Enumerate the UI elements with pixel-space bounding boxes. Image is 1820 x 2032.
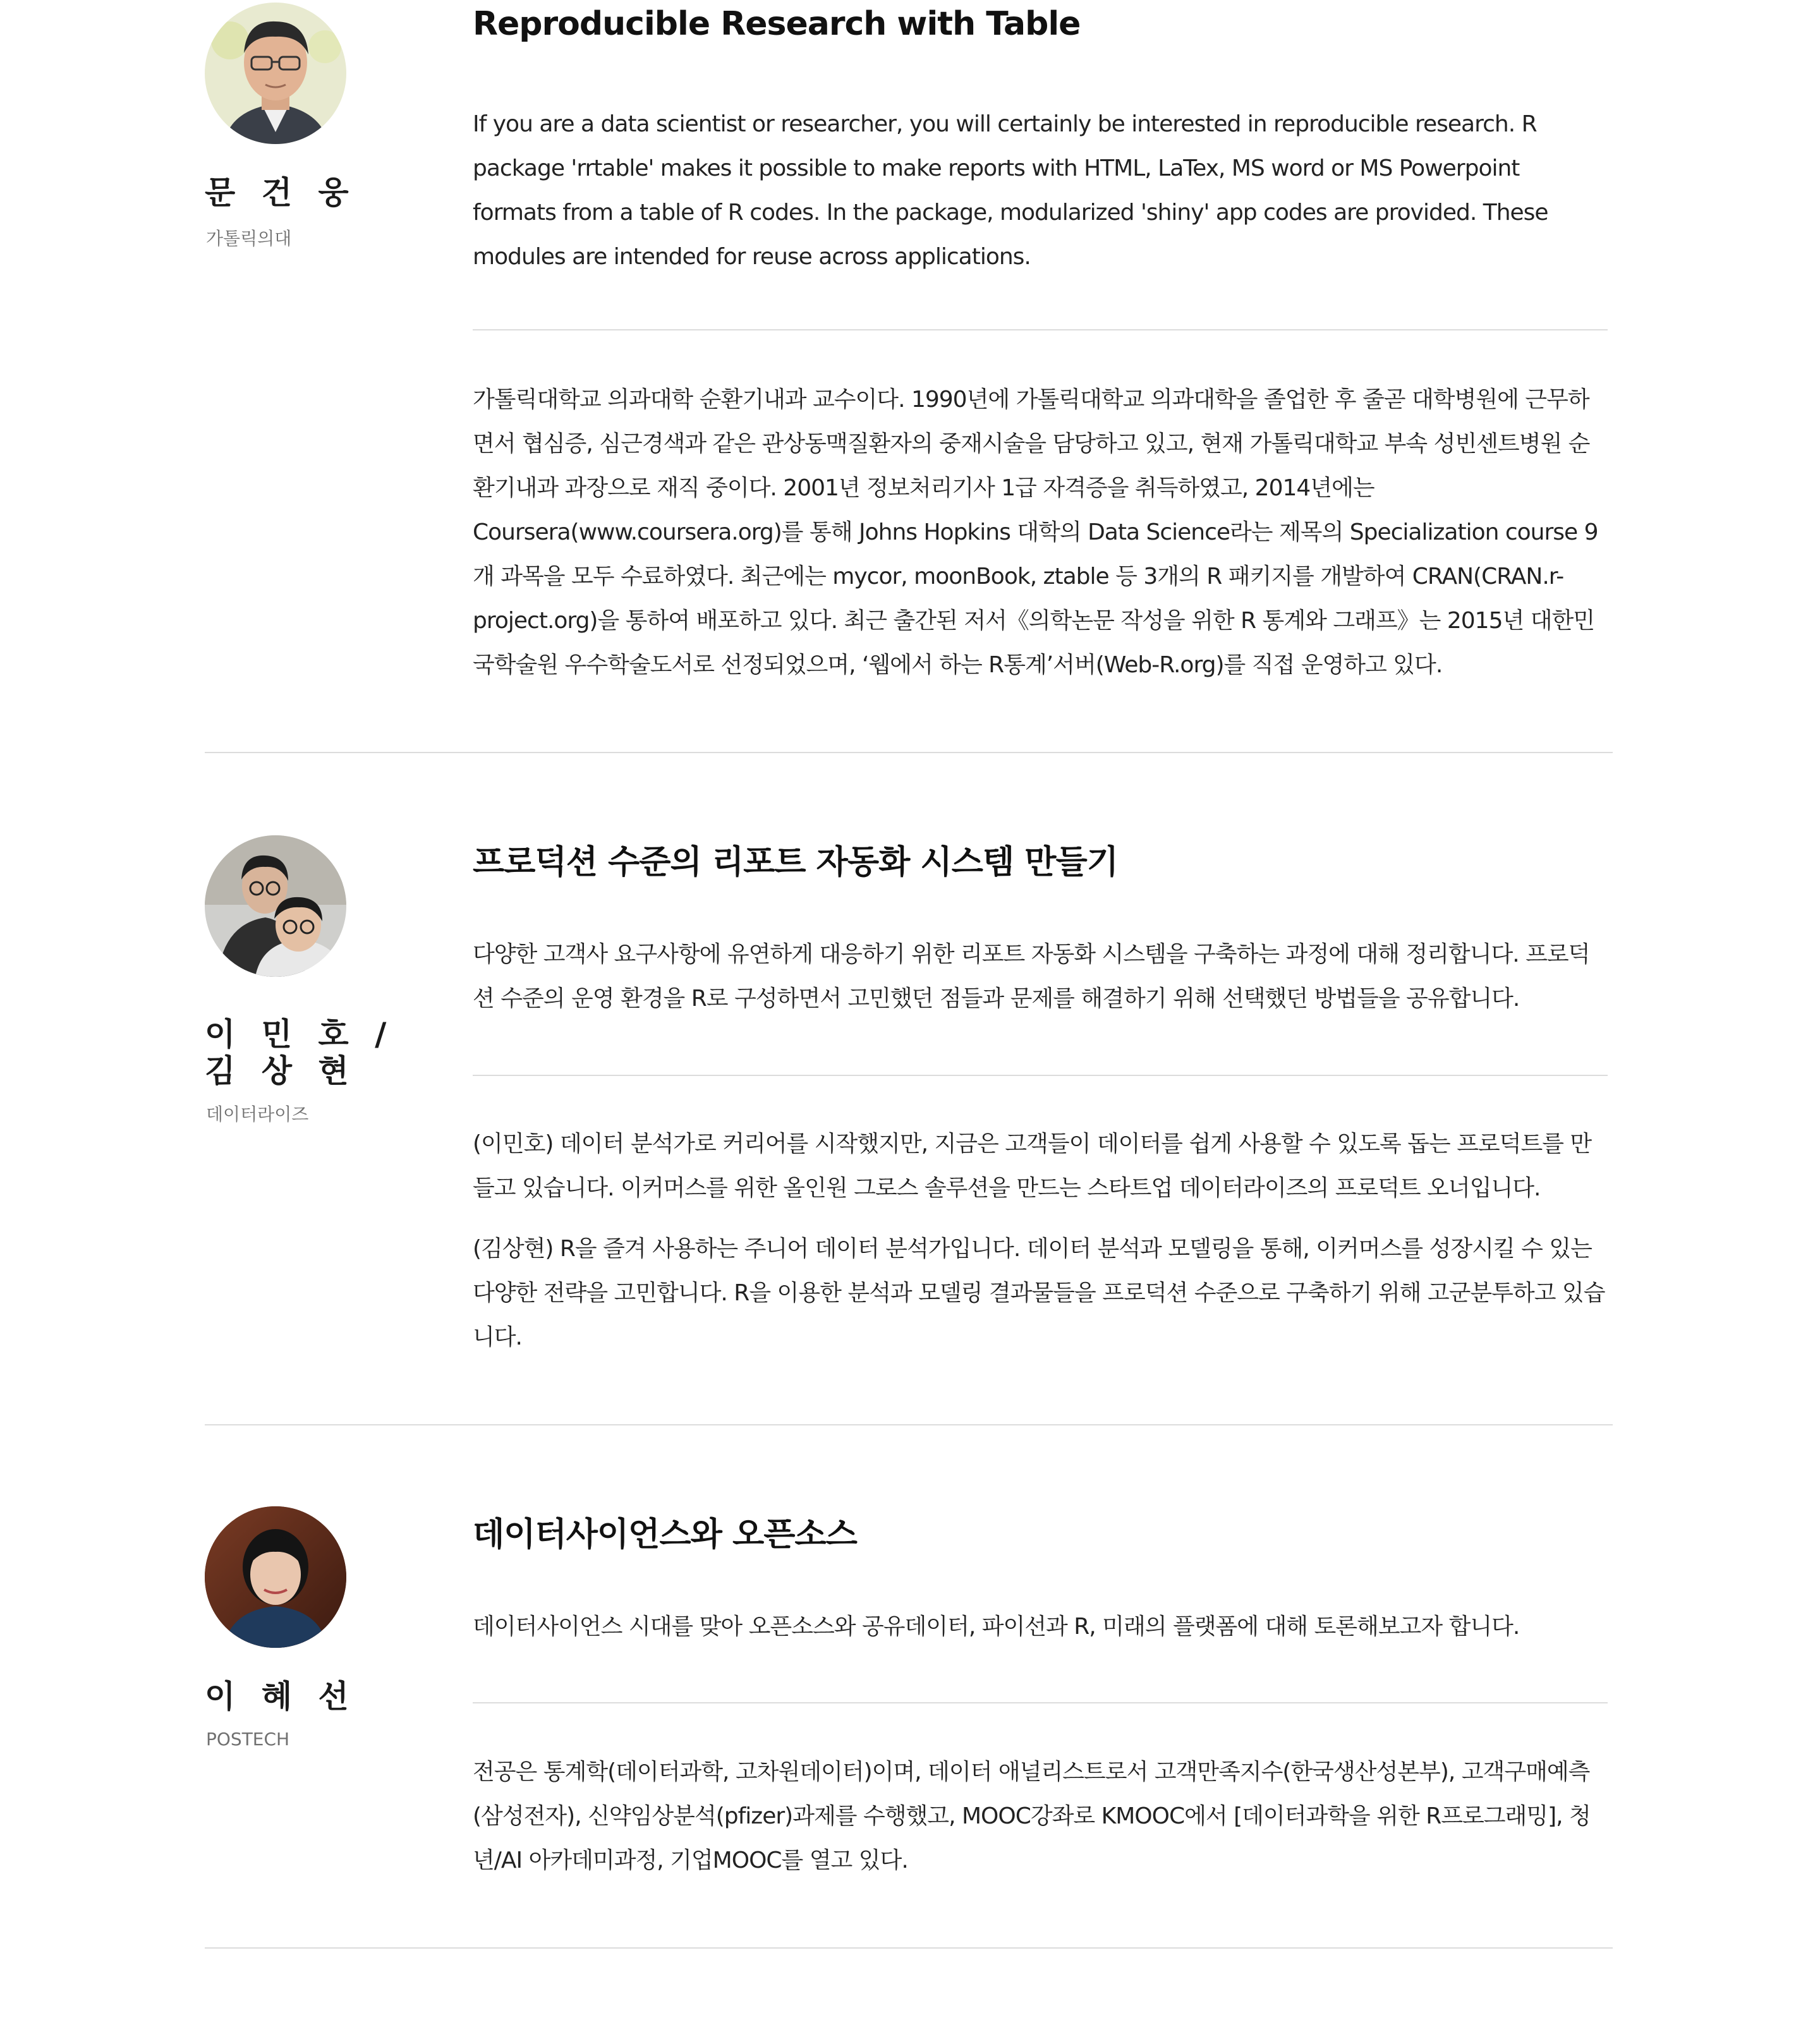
speaker-avatar xyxy=(205,3,346,144)
speaker-bio: 전공은 통계학(데이터과학, 고차원데이터)이며, 데이터 애널리스트로서 고객만족지수(한국생산성본부), 고객구매예측(삼성전자), 신약임상분석(pfizer)과제를 수행했고, MOOC강좌로 KMOOC에서 [데이터과학을 위한 R프로그래밍], 청년/AI 아카데미과정, 기업MOOC를 열고 있다. xyxy=(473,1759,1591,1873)
talk-title: 데이터사이언스와 오픈소스 xyxy=(473,1516,857,1554)
talk-abstract: 다양한 고객사 요구사항에 유연하게 대응하기 위한 리포트 자동화 시스템을 구축하는 과정에 대해 정리합니다. 프로덕션 수준의 운영 환경을 R로 구성하면서 고민했던 점들과 문제를 해결하기 위해 선택했던 방법들을 공유합니다. xyxy=(473,941,1590,1012)
speaker-avatar xyxy=(205,835,346,977)
section-divider xyxy=(473,1702,1608,1703)
speaker-name: 이 혜 선 xyxy=(205,1678,356,1715)
speaker-avatar xyxy=(205,1506,346,1648)
speaker-affiliation: 가톨릭의대 xyxy=(206,228,292,249)
speaker-name: 이 민 호 / 김 상 현 xyxy=(205,1016,394,1089)
section-divider xyxy=(473,329,1608,330)
speaker-divider xyxy=(205,752,1613,753)
two-people-photo-icon xyxy=(205,835,346,977)
talk-title: 프로덕션 수준의 리포트 자동화 시스템 만들기 xyxy=(473,844,1118,881)
speaker-divider xyxy=(205,1424,1613,1425)
section-divider xyxy=(473,1075,1608,1076)
speaker-affiliation: 데이터라이즈 xyxy=(206,1104,309,1125)
speaker-name: 문 건 웅 xyxy=(205,174,356,211)
talk-abstract: If you are a data scientist or researcher, you will certainly be interested in reproducible research. R package 'rrtable' makes it possible to make reports with HTML, LaTex, MS word or MS Powerpoint formats from a table of R codes. In the package, modularized 'shiny' app codes are provided. These modules are intended for reuse across applications. xyxy=(473,111,1548,270)
person-photo-icon xyxy=(205,1506,346,1648)
speaker-affiliation: POSTECH xyxy=(206,1729,290,1750)
speaker-divider xyxy=(205,1947,1613,1949)
talk-abstract: 데이터사이언스 시대를 맞아 오픈소스와 공유데이터, 파이선과 R, 미래의 플랫폼에 대해 토론해보고자 합니다. xyxy=(473,1614,1520,1640)
speaker-bio: (이민호) 데이터 분석가로 커리어를 시작했지만, 지금은 고객들이 데이터를 쉽게 사용할 수 있도록 돕는 프로덕트를 만들고 있습니다. 이커머스를 위한 올인원 그로스 솔루션을 만드는 스타트업 데이터라이즈의 프로덕트 오너입니다. xyxy=(473,1131,1592,1201)
speaker-bio: 가톨릭대학교 의과대학 순환기내과 교수이다. 1990년에 가톨릭대학교 의과대학을 졸업한 후 줄곧 대학병원에 근무하면서 협심증, 심근경색과 같은 관상동맥질환자의 중재시술을 담당하고 있고, 현재 가톨릭대학교 부속 성빈센트병원 순환기내과 과장으로 재직 중이다. 2001년 정보처리기사 1급 자격증을 취득하였고, 2014년에는 Coursera(www.coursera.org)를 통해 Johns Hopkins 대학의 Data Science라는 제목의 Specialization course 9개 과목을 모두 수료하였다. 최근에는 mycor, moonBook, ztable 등 3개의 R 패키지를 개발하여 CRAN(CRAN.r-project.org)을 통하여 배포하고 있다. 최근 출간된 저서《의학논문 작성을 위한 R 통계와 그래프》는 2015년 대한민국학술원 우수학술도서로 선정되었으며, ‘웹에서 하는 R통계’서버(Web-R.org)를 직접 운영하고 있다. xyxy=(473,387,1598,678)
talk-title: Reproducible Research with Table xyxy=(473,5,1081,43)
speaker-bio: (김상현) R을 즐겨 사용하는 주니어 데이터 분석가입니다. 데이터 분석과 모델링을 통해, 이커머스를 성장시킬 수 있는 다양한 전략을 고민합니다. R을 이용한 분석과 모델링 결과물들을 프로덕션 수준으로 구축하기 위해 고군분투하고 있습니다. xyxy=(473,1236,1605,1350)
person-photo-icon xyxy=(205,3,346,144)
